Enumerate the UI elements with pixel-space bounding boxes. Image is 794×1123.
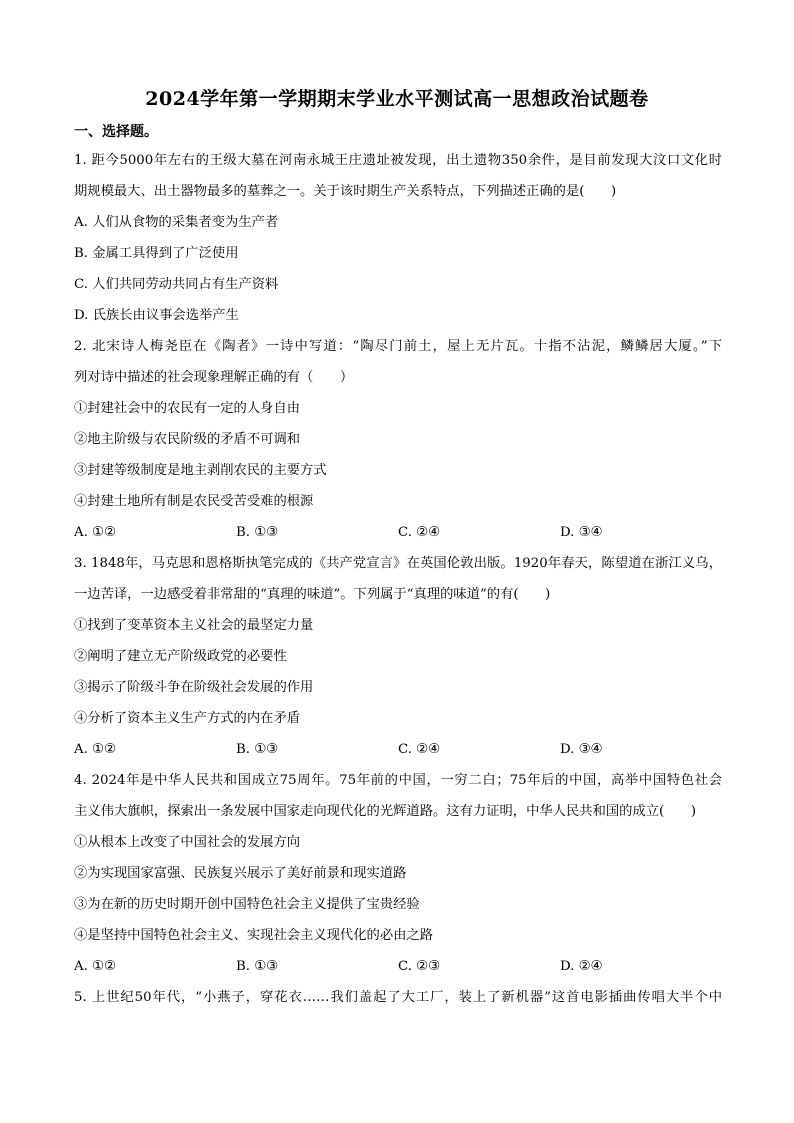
question-4-item: ④是坚持中国特色社会主义、实现社会主义现代化的必由之路 bbox=[74, 928, 434, 943]
question-1-option-d: D. 氏族长由议事会选举产生 bbox=[74, 308, 239, 323]
question-3-item: ①找到了变革资本主义社会的最坚定力量 bbox=[74, 618, 314, 633]
question-2-choice-c: C. ②④ bbox=[398, 525, 440, 540]
question-2-choice-a: A. ①② bbox=[74, 525, 116, 540]
question-4-choices bbox=[74, 956, 722, 987]
question-1-stem-line: 期规模最大、出土器物最多的墓葬之一。关于该时期生产关系特点，下列描述正确的是( ) bbox=[74, 184, 617, 199]
question-3-choice-d: D. ③④ bbox=[560, 742, 603, 757]
question-4-item: ③为在新的历史时期开创中国特色社会主义提供了宝贵经验 bbox=[74, 897, 420, 912]
question-2-stem-line: 列对诗中描述的社会现象理解正确的有（ ） bbox=[74, 370, 354, 385]
question-2-item: ①封建社会中的农民有一定的人身自由 bbox=[74, 401, 301, 416]
question-3-item: ②阐明了建立无产阶级政党的必要性 bbox=[74, 649, 287, 664]
question-2-item: ④封建土地所有制是农民受苦受难的根源 bbox=[74, 494, 314, 509]
question-2-item: ③封建等级制度是地主剥削农民的主要方式 bbox=[74, 463, 327, 478]
question-2-choices bbox=[74, 522, 722, 553]
question-5-stem-line: 5. 上世纪50年代，“小燕子，穿花衣……我们盖起了大工厂，装上了新机器”这首电影插曲传唱大半个中 bbox=[74, 990, 722, 1005]
question-4-choice-a: A. ①② bbox=[74, 959, 116, 974]
question-4-item: ①从根本上改变了中国社会的发展方向 bbox=[74, 835, 301, 850]
question-2-item: ②地主阶级与农民阶级的矛盾不可调和 bbox=[74, 432, 301, 447]
question-1-option-a: A. 人们从食物的采集者变为生产者 bbox=[74, 215, 279, 230]
question-1-option-b: B. 金属工具得到了广泛使用 bbox=[74, 246, 239, 261]
question-4-choice-b: B. ①③ bbox=[236, 959, 279, 974]
question-3-stem-line: 3. 1848年，马克思和恩格斯执笔完成的《共产党宣言》在英国伦敦出版。1920年春天，陈望道在浙江义乌， bbox=[74, 556, 722, 571]
question-3-item: ③揭示了阶级斗争在阶级社会发展的作用 bbox=[74, 680, 314, 695]
question-4-stem-line: 4. 2024年是中华人民共和国成立75周年。75年前的中国，一穷二白；75年后的中国，高举中国特色社会 bbox=[74, 773, 722, 788]
question-list bbox=[74, 150, 722, 1018]
exam-title: 2024学年第一学期期末学业水平测试高一思想政治试题卷 bbox=[145, 88, 649, 110]
question-4-choice-d: D. ②④ bbox=[560, 959, 603, 974]
question-2-stem-line: 2. 北宋诗人梅尧臣在《陶者》一诗中写道：“陶尽门前土，屋上无片瓦。十指不沾泥，鳞鳞居大厦。”下 bbox=[74, 339, 722, 354]
question-3-choices bbox=[74, 739, 722, 770]
question-1-stem-line: 1. 距今5000年左右的王级大墓在河南永城王庄遗址被发现，出土遗物350余件，是目前发现大汶口文化时 bbox=[74, 153, 722, 168]
question-4-stem-line: 主义伟大旗帜，探索出一条发展中国家走向现代化的光辉道路。这有力证明，中华人民共和国的成立( ) bbox=[74, 804, 697, 819]
question-3-choice-c: C. ②④ bbox=[398, 742, 440, 757]
question-2-choice-b: B. ①③ bbox=[236, 525, 279, 540]
question-2-choice-d: D. ③④ bbox=[560, 525, 603, 540]
section-heading: 一、选择题。 bbox=[74, 124, 158, 140]
question-1-option-c: C. 人们共同劳动共同占有生产资料 bbox=[74, 277, 279, 292]
question-4-choice-c: C. ②③ bbox=[398, 959, 440, 974]
question-3-choice-b: B. ①③ bbox=[236, 742, 279, 757]
question-3-item: ④分析了资本主义生产方式的内在矛盾 bbox=[74, 711, 301, 726]
question-4-item: ②为实现国家富强、民族复兴展示了美好前景和现实道路 bbox=[74, 866, 407, 881]
question-3-choice-a: A. ①② bbox=[74, 742, 116, 757]
question-3-stem-line: 一边苦译，一边感受着非常甜的“真理的味道”。下列属于“真理的味道”的有( ) bbox=[74, 587, 551, 602]
